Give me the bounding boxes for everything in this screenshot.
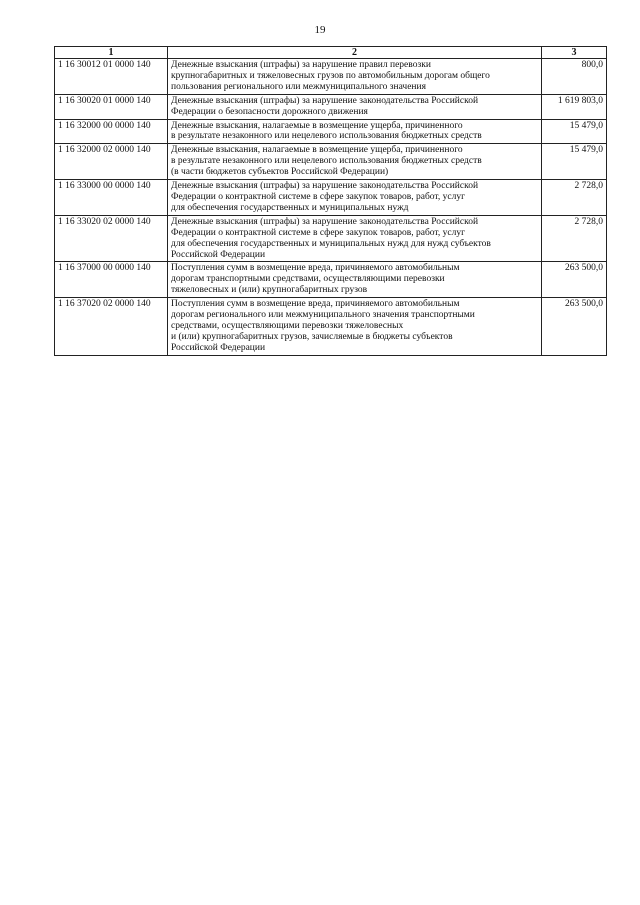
table-row bbox=[55, 262, 607, 298]
description-line: средствами, осуществляющими перевозки тяжеловесных bbox=[171, 320, 404, 331]
description-line: Поступления сумм в возмещение вреда, причиняемого автомобильным bbox=[171, 263, 460, 274]
description-line: Денежные взыскания, налагаемые в возмещение ущерба, причиненного bbox=[171, 145, 463, 156]
column-header-amount: 3 bbox=[542, 47, 607, 59]
description-line: Российской Федерации bbox=[171, 342, 266, 353]
amount-cell: 2 728,0 bbox=[542, 180, 607, 216]
description-line: дорогам транспортными средствами, осуществляющими перевозки bbox=[171, 274, 445, 285]
description-line: в результате незаконного или нецелевого использования бюджетных средств bbox=[171, 131, 482, 142]
description-line: в результате незаконного или нецелевого использования бюджетных средств bbox=[171, 156, 482, 167]
description-cell bbox=[168, 119, 542, 144]
page-number: 19 bbox=[314, 24, 326, 36]
description-cell bbox=[168, 215, 542, 262]
description-line: Поступления сумм в возмещение вреда, причиняемого автомобильным bbox=[171, 299, 460, 310]
table-row bbox=[55, 215, 607, 262]
budget-code-cell: 1 16 37000 00 0000 140 bbox=[55, 262, 168, 298]
column-header-description: 2 bbox=[168, 47, 542, 59]
amount-cell: 800,0 bbox=[542, 59, 607, 95]
budget-code-cell: 1 16 32000 00 0000 140 bbox=[55, 119, 168, 144]
description-cell bbox=[168, 180, 542, 216]
description-line: Федерации о безопасности дорожного движения bbox=[171, 106, 368, 117]
description-line: Федерации о контрактной системе в сфере закупок товаров, работ, услуг bbox=[171, 191, 465, 202]
description-line: Денежные взыскания (штрафы) за нарушение законодательства Российской bbox=[171, 216, 479, 227]
budget-code-cell: 1 16 30012 01 0000 140 bbox=[55, 59, 168, 95]
amount-cell: 263 500,0 bbox=[542, 262, 607, 298]
description-line: для обеспечения государственных и муниципальных нужд для нужд субъектов bbox=[171, 238, 491, 249]
description-line: для обеспечения государственных и муниципальных нужд bbox=[171, 202, 409, 213]
amount-cell: 1 619 803,0 bbox=[542, 94, 607, 119]
description-line: дорогам регионального или межмуниципального значения транспортными bbox=[171, 310, 475, 321]
amount-cell: 263 500,0 bbox=[542, 298, 607, 356]
table-row bbox=[55, 119, 607, 144]
amount-cell: 15 479,0 bbox=[542, 144, 607, 180]
description-cell bbox=[168, 94, 542, 119]
table-header-row bbox=[55, 47, 607, 59]
description-line: Российской Федерации bbox=[171, 249, 266, 260]
description-line: Денежные взыскания (штрафы) за нарушение правил перевозки bbox=[171, 60, 431, 70]
description-cell bbox=[168, 262, 542, 298]
budget-code-cell: 1 16 33020 02 0000 140 bbox=[55, 215, 168, 262]
description-line: и (или) крупногабаритных грузов, зачисляемые в бюджеты субъектов bbox=[171, 331, 453, 342]
budget-code-cell: 1 16 32000 02 0000 140 bbox=[55, 144, 168, 180]
budget-code-cell: 1 16 37020 02 0000 140 bbox=[55, 298, 168, 356]
description-line: крупногабаритных и тяжеловесных грузов по автомобильным дорогам общего bbox=[171, 70, 490, 81]
description-line: (в части бюджетов субъектов Российской Федерации) bbox=[171, 167, 389, 178]
description-cell bbox=[168, 298, 542, 356]
budget-code-cell: 1 16 30020 01 0000 140 bbox=[55, 94, 168, 119]
revenue-table bbox=[54, 46, 607, 356]
table-row bbox=[55, 59, 607, 95]
description-line: Денежные взыскания (штрафы) за нарушение законодательства Российской bbox=[171, 181, 479, 192]
table-row bbox=[55, 180, 607, 216]
description-line: пользования регионального или межмуниципального значения bbox=[171, 81, 426, 92]
description-line: Федерации о контрактной системе в сфере закупок товаров, работ, услуг bbox=[171, 227, 465, 238]
table-row bbox=[55, 144, 607, 180]
description-cell bbox=[168, 59, 542, 95]
description-line: тяжеловесных и (или) крупногабаритных грузов bbox=[171, 285, 368, 296]
table-row bbox=[55, 298, 607, 356]
amount-cell: 15 479,0 bbox=[542, 119, 607, 144]
column-header-code: 1 bbox=[55, 47, 168, 59]
table-body bbox=[55, 59, 607, 356]
budget-code-cell: 1 16 33000 00 0000 140 bbox=[55, 180, 168, 216]
description-cell bbox=[168, 144, 542, 180]
description-line: Денежные взыскания (штрафы) за нарушение законодательства Российской bbox=[171, 95, 479, 106]
amount-cell: 2 728,0 bbox=[542, 215, 607, 262]
description-line: Денежные взыскания, налагаемые в возмещение ущерба, причиненного bbox=[171, 120, 463, 131]
table-row bbox=[55, 94, 607, 119]
